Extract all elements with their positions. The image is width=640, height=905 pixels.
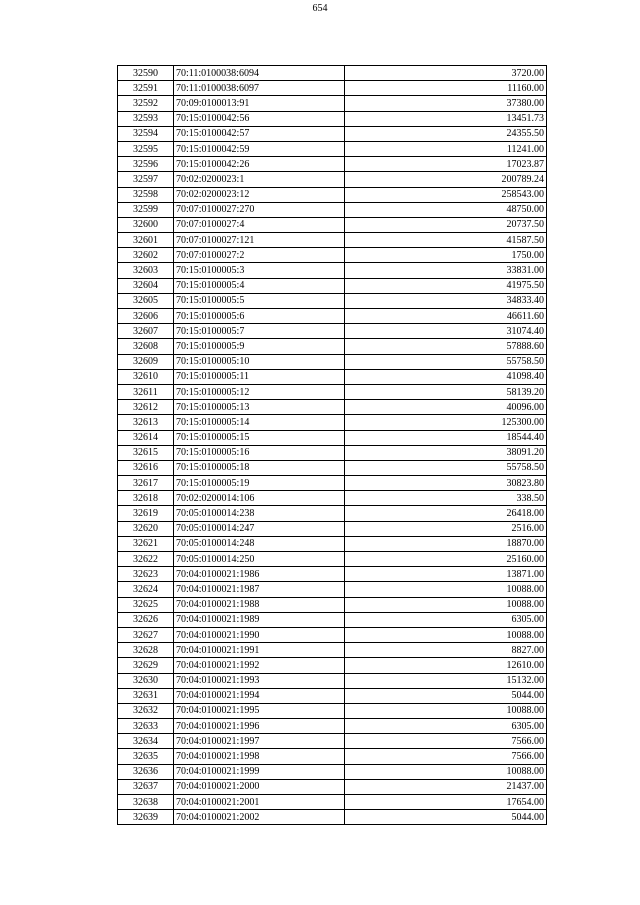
- table-row: [118, 339, 547, 354]
- row-number-cell: 32629: [118, 658, 174, 673]
- value-cell: 30823.80: [345, 476, 547, 491]
- row-number-cell: 32626: [118, 612, 174, 627]
- cadastral-number-cell: 70:04:0100021:1996: [174, 719, 345, 734]
- cadastral-number-cell: 70:04:0100021:1986: [174, 567, 345, 582]
- row-number-cell: 32606: [118, 309, 174, 324]
- table-row: [118, 719, 547, 734]
- table-row: [118, 688, 547, 703]
- row-number-cell: 32619: [118, 506, 174, 521]
- table-row: [118, 172, 547, 187]
- value-cell: 37380.00: [345, 96, 547, 111]
- cadastral-number-cell: 70:15:0100005:16: [174, 445, 345, 460]
- table-row: [118, 582, 547, 597]
- cadastral-number-cell: 70:15:0100005:12: [174, 384, 345, 399]
- cadastral-number-cell: 70:04:0100021:2000: [174, 779, 345, 794]
- cadastral-number-cell: 70:15:0100005:11: [174, 369, 345, 384]
- table-row: [118, 749, 547, 764]
- value-cell: 7566.00: [345, 749, 547, 764]
- cadastral-number-cell: 70:04:0100021:1988: [174, 597, 345, 612]
- row-number-cell: 32620: [118, 521, 174, 536]
- row-number-cell: 32601: [118, 233, 174, 248]
- row-number-cell: 32594: [118, 126, 174, 141]
- row-number-cell: 32628: [118, 643, 174, 658]
- table-row: [118, 445, 547, 460]
- row-number-cell: 32630: [118, 673, 174, 688]
- value-cell: 10088.00: [345, 627, 547, 642]
- table-row: [118, 111, 547, 126]
- row-number-cell: 32591: [118, 81, 174, 96]
- table-row: [118, 612, 547, 627]
- table-row: [118, 415, 547, 430]
- cadastral-number-cell: 70:15:0100042:57: [174, 126, 345, 141]
- table-row: [118, 703, 547, 718]
- row-number-cell: 32614: [118, 430, 174, 445]
- cadastral-number-cell: 70:15:0100005:7: [174, 324, 345, 339]
- cadastral-number-cell: 70:04:0100021:1992: [174, 658, 345, 673]
- cadastral-number-cell: 70:04:0100021:1999: [174, 764, 345, 779]
- row-number-cell: 32617: [118, 476, 174, 491]
- value-cell: 48750.00: [345, 202, 547, 217]
- cadastral-number-cell: 70:04:0100021:1995: [174, 703, 345, 718]
- value-cell: 13451.73: [345, 111, 547, 126]
- value-cell: 21437.00: [345, 779, 547, 794]
- value-cell: 10088.00: [345, 582, 547, 597]
- cadastral-number-cell: 70:15:0100042:56: [174, 111, 345, 126]
- table-row: [118, 491, 547, 506]
- row-number-cell: 32605: [118, 293, 174, 308]
- row-number-cell: 32632: [118, 703, 174, 718]
- table-row: [118, 278, 547, 293]
- cadastral-number-cell: 70:15:0100005:5: [174, 293, 345, 308]
- cadastral-number-cell: 70:07:0100027:121: [174, 233, 345, 248]
- cadastral-number-cell: 70:04:0100021:1987: [174, 582, 345, 597]
- row-number-cell: 32609: [118, 354, 174, 369]
- value-cell: 20737.50: [345, 217, 547, 232]
- row-number-cell: 32635: [118, 749, 174, 764]
- value-cell: 5044.00: [345, 688, 547, 703]
- row-number-cell: 32616: [118, 460, 174, 475]
- cadastral-number-cell: 70:05:0100014:248: [174, 536, 345, 551]
- row-number-cell: 32610: [118, 369, 174, 384]
- table-row: [118, 597, 547, 612]
- row-number-cell: 32593: [118, 111, 174, 126]
- cadastral-number-cell: 70:04:0100021:1991: [174, 643, 345, 658]
- row-number-cell: 32596: [118, 157, 174, 172]
- cadastral-number-cell: 70:04:0100021:1997: [174, 734, 345, 749]
- value-cell: 41587.50: [345, 233, 547, 248]
- cadastral-number-cell: 70:09:0100013:91: [174, 96, 345, 111]
- value-cell: 11241.00: [345, 141, 547, 156]
- table-row: [118, 795, 547, 810]
- cadastral-number-cell: 70:07:0100027:4: [174, 217, 345, 232]
- row-number-cell: 32622: [118, 552, 174, 567]
- value-cell: 46611.60: [345, 309, 547, 324]
- row-number-cell: 32611: [118, 384, 174, 399]
- cadastral-number-cell: 70:04:0100021:1990: [174, 627, 345, 642]
- cadastral-number-cell: 70:15:0100005:19: [174, 476, 345, 491]
- row-number-cell: 32595: [118, 141, 174, 156]
- value-cell: 6305.00: [345, 612, 547, 627]
- table-row: [118, 779, 547, 794]
- value-cell: 8827.00: [345, 643, 547, 658]
- row-number-cell: 32627: [118, 627, 174, 642]
- row-number-cell: 32618: [118, 491, 174, 506]
- value-cell: 7566.00: [345, 734, 547, 749]
- value-cell: 18870.00: [345, 536, 547, 551]
- value-cell: 31074.40: [345, 324, 547, 339]
- value-cell: 33831.00: [345, 263, 547, 278]
- table-row: [118, 309, 547, 324]
- table-row: [118, 248, 547, 263]
- cadastral-number-cell: 70:04:0100021:1993: [174, 673, 345, 688]
- value-cell: 18544.40: [345, 430, 547, 445]
- row-number-cell: 32615: [118, 445, 174, 460]
- table-row: [118, 293, 547, 308]
- row-number-cell: 32603: [118, 263, 174, 278]
- value-cell: 17023.87: [345, 157, 547, 172]
- value-cell: 125300.00: [345, 415, 547, 430]
- table-row: [118, 263, 547, 278]
- cadastral-number-cell: 70:04:0100021:2001: [174, 795, 345, 810]
- cadastral-number-cell: 70:11:0100038:6097: [174, 81, 345, 96]
- row-number-cell: 32634: [118, 734, 174, 749]
- value-cell: 258543.00: [345, 187, 547, 202]
- value-cell: 41975.50: [345, 278, 547, 293]
- row-number-cell: 32631: [118, 688, 174, 703]
- page-number: 654: [312, 3, 328, 14]
- table-row: [118, 66, 547, 81]
- table-row: [118, 126, 547, 141]
- cadastral-number-cell: 70:15:0100005:10: [174, 354, 345, 369]
- table-row: [118, 187, 547, 202]
- cadastral-number-cell: 70:15:0100005:15: [174, 430, 345, 445]
- row-number-cell: 32599: [118, 202, 174, 217]
- cadastral-number-cell: 70:15:0100005:18: [174, 460, 345, 475]
- value-cell: 17654.00: [345, 795, 547, 810]
- value-cell: 12610.00: [345, 658, 547, 673]
- cadastral-number-cell: 70:15:0100005:3: [174, 263, 345, 278]
- data-table: [117, 65, 547, 825]
- row-number-cell: 32602: [118, 248, 174, 263]
- table-row: [118, 369, 547, 384]
- row-number-cell: 32592: [118, 96, 174, 111]
- value-cell: 338.50: [345, 491, 547, 506]
- cadastral-number-cell: 70:02:0200014:106: [174, 491, 345, 506]
- cadastral-number-cell: 70:02:0200023:1: [174, 172, 345, 187]
- value-cell: 55758.50: [345, 460, 547, 475]
- table-row: [118, 521, 547, 536]
- table-row: [118, 400, 547, 415]
- value-cell: 5044.00: [345, 810, 547, 825]
- value-cell: 26418.00: [345, 506, 547, 521]
- cadastral-number-cell: 70:11:0100038:6094: [174, 66, 345, 81]
- row-number-cell: 32608: [118, 339, 174, 354]
- row-number-cell: 32625: [118, 597, 174, 612]
- row-number-cell: 32633: [118, 719, 174, 734]
- cadastral-number-cell: 70:07:0100027:2: [174, 248, 345, 263]
- table-row: [118, 627, 547, 642]
- cadastral-number-cell: 70:15:0100005:14: [174, 415, 345, 430]
- table-row: [118, 354, 547, 369]
- value-cell: 6305.00: [345, 719, 547, 734]
- value-cell: 38091.20: [345, 445, 547, 460]
- row-number-cell: 32590: [118, 66, 174, 81]
- table-row: [118, 643, 547, 658]
- table-row: [118, 202, 547, 217]
- table-row: [118, 810, 547, 825]
- value-cell: 10088.00: [345, 597, 547, 612]
- cadastral-number-cell: 70:05:0100014:238: [174, 506, 345, 521]
- value-cell: 15132.00: [345, 673, 547, 688]
- table-row: [118, 460, 547, 475]
- table-row: [118, 233, 547, 248]
- cadastral-number-cell: 70:15:0100005:4: [174, 278, 345, 293]
- table-row: [118, 217, 547, 232]
- row-number-cell: 32604: [118, 278, 174, 293]
- value-cell: 57888.60: [345, 339, 547, 354]
- cadastral-number-cell: 70:07:0100027:270: [174, 202, 345, 217]
- row-number-cell: 32600: [118, 217, 174, 232]
- cadastral-number-cell: 70:15:0100042:59: [174, 141, 345, 156]
- row-number-cell: 32607: [118, 324, 174, 339]
- table-body: [118, 66, 547, 825]
- value-cell: 34833.40: [345, 293, 547, 308]
- cadastral-number-cell: 70:15:0100005:13: [174, 400, 345, 415]
- cadastral-number-cell: 70:15:0100005:9: [174, 339, 345, 354]
- cadastral-number-cell: 70:15:0100042:26: [174, 157, 345, 172]
- value-cell: 3720.00: [345, 66, 547, 81]
- value-cell: 200789.24: [345, 172, 547, 187]
- value-cell: 25160.00: [345, 552, 547, 567]
- table-row: [118, 81, 547, 96]
- table-row: [118, 764, 547, 779]
- row-number-cell: 32612: [118, 400, 174, 415]
- cadastral-number-cell: 70:05:0100014:247: [174, 521, 345, 536]
- table-row: [118, 476, 547, 491]
- table-row: [118, 430, 547, 445]
- table-row: [118, 157, 547, 172]
- table-row: [118, 536, 547, 551]
- row-number-cell: 32637: [118, 779, 174, 794]
- value-cell: 24355.50: [345, 126, 547, 141]
- cadastral-number-cell: 70:04:0100021:1994: [174, 688, 345, 703]
- table-row: [118, 384, 547, 399]
- cadastral-number-cell: 70:04:0100021:1998: [174, 749, 345, 764]
- row-number-cell: 32639: [118, 810, 174, 825]
- value-cell: 10088.00: [345, 764, 547, 779]
- table-row: [118, 324, 547, 339]
- cadastral-number-cell: 70:04:0100021:1989: [174, 612, 345, 627]
- value-cell: 11160.00: [345, 81, 547, 96]
- value-cell: 10088.00: [345, 703, 547, 718]
- row-number-cell: 32624: [118, 582, 174, 597]
- row-number-cell: 32597: [118, 172, 174, 187]
- cadastral-number-cell: 70:02:0200023:12: [174, 187, 345, 202]
- table-row: [118, 96, 547, 111]
- row-number-cell: 32621: [118, 536, 174, 551]
- table-row: [118, 141, 547, 156]
- value-cell: 1750.00: [345, 248, 547, 263]
- value-cell: 41098.40: [345, 369, 547, 384]
- row-number-cell: 32638: [118, 795, 174, 810]
- row-number-cell: 32636: [118, 764, 174, 779]
- table-row: [118, 567, 547, 582]
- row-number-cell: 32623: [118, 567, 174, 582]
- cadastral-number-cell: 70:04:0100021:2002: [174, 810, 345, 825]
- table-row: [118, 552, 547, 567]
- table-row: [118, 506, 547, 521]
- table-row: [118, 658, 547, 673]
- table-row: [118, 734, 547, 749]
- cadastral-number-cell: 70:05:0100014:250: [174, 552, 345, 567]
- value-cell: 2516.00: [345, 521, 547, 536]
- row-number-cell: 32598: [118, 187, 174, 202]
- value-cell: 55758.50: [345, 354, 547, 369]
- cadastral-number-cell: 70:15:0100005:6: [174, 309, 345, 324]
- row-number-cell: 32613: [118, 415, 174, 430]
- value-cell: 13871.00: [345, 567, 547, 582]
- value-cell: 58139.20: [345, 384, 547, 399]
- value-cell: 40096.00: [345, 400, 547, 415]
- table-row: [118, 673, 547, 688]
